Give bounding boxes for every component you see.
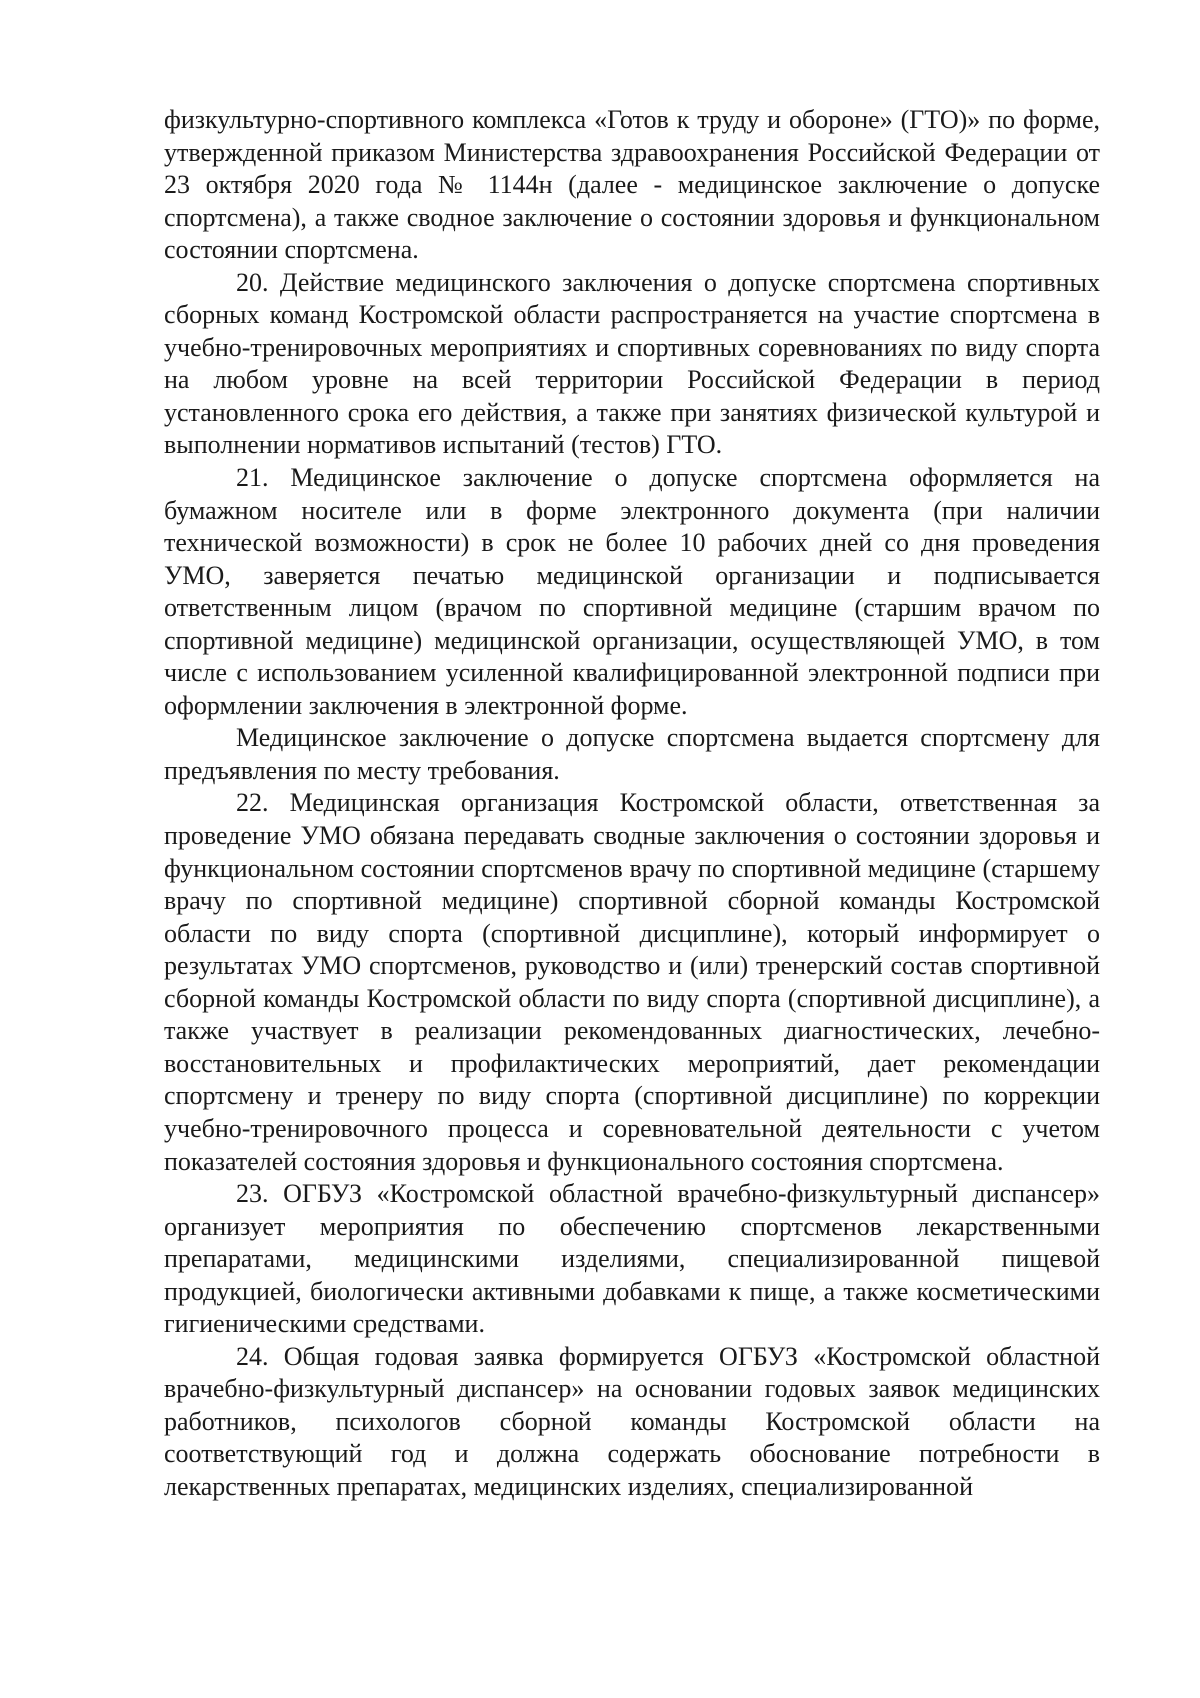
paragraph-21: 21. Медицинское заключение о допуске спортсмена оформляется на бумажном носителе или в форме электронного документа (при наличии технической возможности) в срок не более 10 рабочих дней со дня проведения УМО, заверяется печатью медицинской организации и подписывается ответственным лицом (врачом по спортивной медицине (старшим врачом по спортивной медицине) медицинской организации, осуществляющей УМО, в том числе с использованием усиленной квалифицированной электронной подписи при оформлении заключения в электронной форме. xyxy=(164,463,1100,720)
paragraph-21-issuance: Медицинское заключение о допуске спортсмена выдается спортсмену для предъявления по месту требования. xyxy=(164,723,1100,785)
paragraph-continuation: физкультурно-спортивного комплекса «Готов к труду и обороне» (ГТО)» по форме, утвержденной приказом Министерства здравоохранения Российской Федерации от 23 октября 2020 года № 1144н (далее - медицинское заключение о допуске спортсмена), а также сводное заключение о состоянии здоровья и функциональном состоянии спортсмена. xyxy=(164,105,1100,265)
paragraph-24: 24. Общая годовая заявка формируется ОГБУЗ «Костромской областной врачебно-физкультурный диспансер» на основании годовых заявок медицинских работников, психологов сборной команды Костромской области на соответствующий год и должна содержать обоснование потребности в лекарственных препаратах, медицинских изделиях, специализированной xyxy=(164,1341,1100,1501)
paragraph-23: 23. ОГБУЗ «Костромской областной врачебно-физкультурный диспансер» организует мероприятия по обеспечению спортсменов лекарственными препаратами, медицинскими изделиями, специализированной пищевой продукцией, биологически активными добавками к пище, а также косметическими гигиеническими средствами. xyxy=(164,1179,1100,1339)
document-body xyxy=(164,104,1100,1504)
paragraph-20: 20. Действие медицинского заключения о допуске спортсмена спортивных сборных команд Костромской области распространяется на участие спортсмена в учебно-тренировочных мероприятиях и спортивных соревнованиях по виду спорта на любом уровне на всей территории Российской Федерации в период установленного срока его действия, а также при занятиях физической культурой и выполнении нормативов испытаний (тестов) ГТО. xyxy=(164,267,1100,460)
paragraph-22: 22. Медицинская организация Костромской области, ответственная за проведение УМО обязана передавать сводные заключения о состоянии здоровья и функциональном состоянии спортсменов врачу по спортивной медицине (старшему врачу по спортивной медицине) спортивной сборной команды Костромской области по виду спорта (спортивной дисциплине), который информирует о результатах УМО спортсменов, руководство и (или) тренерский состав спортивной сборной команды Костромской области по виду спорта (спортивной дисциплине), а также участвует в реализации рекомендованных диагностических, лечебно-восстановительных и профилактических мероприятий, дает рекомендации спортсмену и тренеру по виду спорта (спортивной дисциплине) по коррекции учебно-тренировочного процесса и соревновательной деятельности с учетом показателей состояния здоровья и функционального состояния спортсмена. xyxy=(164,788,1100,1176)
